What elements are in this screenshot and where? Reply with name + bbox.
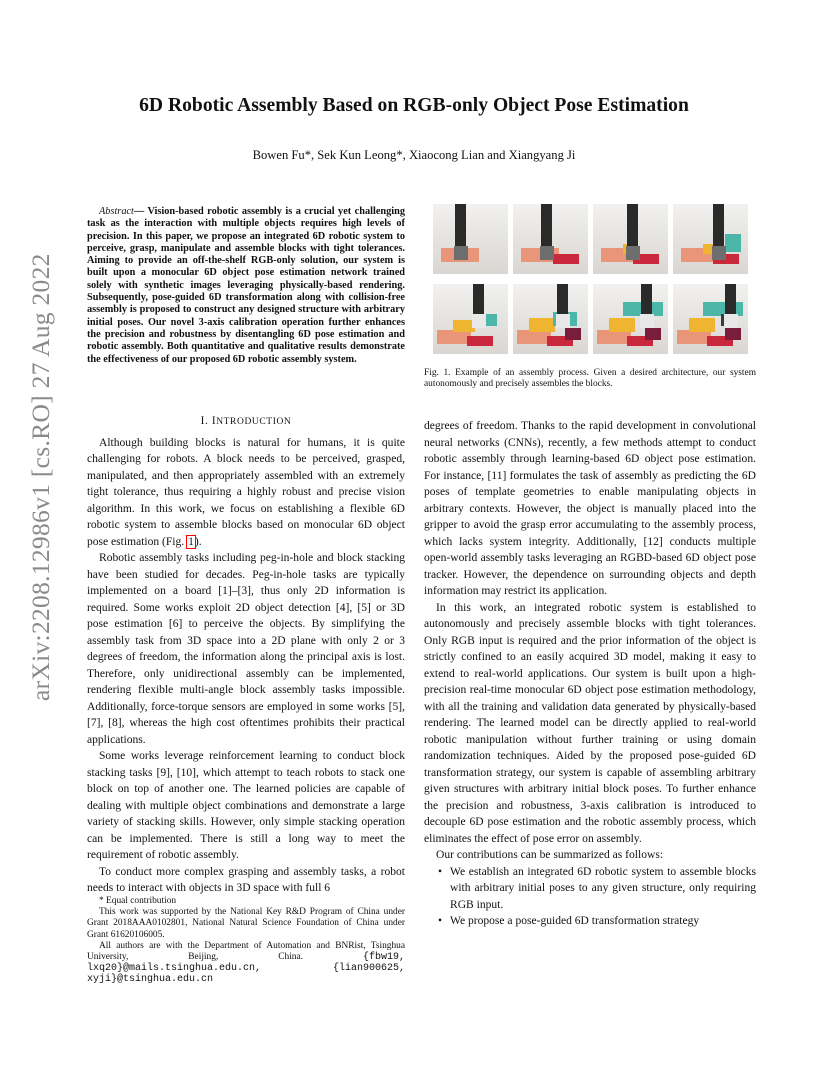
contribution-list [424, 864, 756, 930]
paragraph: degrees of freedom. Thanks to the rapid development in convolutional neural networks (CNNs), recently, a few methods attempt to conduct robotic assembly through learning-based 6D object pose estimation. For instance, [11] formulates the task of assembly as predicting the 6D poses of template geometries to enable manipulating objects in arbitrary contexts. However, the object is manually placed into the gripper to avoid the grasp error accumulating to the assembly process, which lacks system integrity. Additionally, [12] conducts multiple open-world assembly tasks leveraging an RGBD-based 6D object pose tracker. However, the dependence on surrounding objects and depth information may restrict its application. [424, 420, 756, 597]
authors: Bowen Fu*, Sek Kun Leong*, Xiaocong Lian and Xiangyang Ji [252, 148, 576, 162]
footnotes [87, 896, 405, 986]
block [467, 336, 493, 346]
block [725, 234, 741, 252]
list-item: • We propose a pose-guided 6D transformation strategy [424, 913, 756, 930]
block [609, 318, 635, 332]
abstract-dash: — [133, 206, 148, 217]
assembly-photo [673, 204, 748, 274]
robot-gripper [627, 204, 638, 248]
assembly-photo [433, 284, 508, 354]
left-column [87, 413, 405, 897]
robot-gripper [455, 204, 466, 248]
robot-gripper [713, 204, 724, 248]
footnote-funding: This work was supported by the National Key R&D Program of China under Grant 2018AAA0102801, National Natural Science Foundation of China under Grant 61620106005. [87, 907, 405, 940]
figure-assembly-process [433, 204, 748, 354]
held-block [472, 314, 486, 328]
held-block [540, 246, 554, 260]
block [529, 318, 555, 332]
paragraph: Some works leverage reinforcement learning to conduct block stacking tasks [9], [10], which attempt to teach robots to stack one block on top of another one. The learned policies are capable of dealing with multiple object combinations and demonstrate a large variety of stacking skills. However, only simple stacking operation can be implemented. There is still a long way to meet the requirement of robotic assembly. [87, 750, 405, 861]
block [553, 254, 579, 264]
assembly-photo [433, 204, 508, 274]
robot-gripper [725, 284, 736, 316]
assembly-photo [513, 204, 588, 274]
assembly-photo [593, 284, 668, 354]
footnote-emails: {fbw19, lxq20}@mails.tsinghua.edu.cn, {lian900625, xyji}@tsinghua.edu.cn [87, 952, 405, 986]
block [565, 328, 581, 340]
abstract-text: Vision-based robotic assembly is a crucial yet challenging task as the interaction with multiple objects requires high levels of precision. In this paper, we propose an integrated 6D robotic system to perceive, grasp, manipulate and assemble blocks with tight tolerances. Aiming to provide an off-the-shelf RGB-only solution, our system is built upon a monocular 6D object pose estimation network trained solely with synthetic images leveraging physically-based rendering. Subsequently, pose-guided 6D transformation along with collision-free assembly is proposed to construct any designed structure with arbitrary initial poses. Our novel 3-axis calibration operation further enhances the precision and robustness by disentangling 6D pose estimation and robotic assembly. Both quantitative and qualitative results demonstrate the effectiveness of our proposed 6D robotic assembly system. [87, 206, 405, 365]
held-block [626, 246, 640, 260]
robot-gripper [473, 284, 484, 316]
block [645, 328, 661, 340]
arxiv-watermark: arXiv:2208.12986v1 [cs.RO] 27 Aug 2022 [26, 253, 55, 701]
paragraph: Although building blocks is natural for humans, it is quite challenging for robots. A block needs to be perceived, grasped, manipulated, and then appropriately assembled with an extremely tight tolerance, thus requiring a highly robust and precise vision algorithm. In this work, we focus on establishing a flexible 6D robotic system to assemble blocks based on monocular 6D object pose estimation (Fig. 1). [87, 436, 405, 548]
right-column [424, 418, 756, 930]
held-block [454, 246, 468, 260]
held-block [724, 314, 738, 328]
paper-title: 6D Robotic Assembly Based on RGB-only Object Pose Estimation [139, 95, 689, 116]
figure-caption: Fig. 1. Example of an assembly process. Given a desired architecture, our system autonomously and precisely assembles the blocks. [424, 368, 756, 390]
paragraph: To conduct more complex grasping and assembly tasks, a robot needs to interact with objects in 3D space with full 6 [87, 865, 405, 894]
robot-gripper [541, 204, 552, 248]
abstract [87, 206, 405, 366]
list-item: • We establish an integrated 6D robotic system to assemble blocks with arbitrary initial poses to any given structure, only requiring RGB input. [424, 864, 756, 914]
block [725, 328, 741, 340]
held-block [712, 246, 726, 260]
paragraph: Robotic assembly tasks including peg-in-hole and block stacking have been studied for decades. Peg-in-hole tasks are typically implemented on a board [1]–[3], thus only 2D information is required. Some works exploit 2D object detection [4], [5] or 3D pose estimation [6] to perceive the objects. By simplifying the assembly task from 3D space into a 2D plane with only 2 or 3 degrees of freedom, the information along the principal axis is lost. Therefore, only unidirectional assembly can be implemented, rendering flexible multi-angle block assembly tasks impossible. Additionally, force-torque sensors are employed in some works [5], [7], [8], whereas the high cost oftentimes prohibits their practical applications. [87, 552, 405, 746]
footnote-equal: * Equal contribution [99, 896, 177, 906]
block [517, 330, 551, 344]
block [677, 330, 711, 344]
block [437, 330, 471, 344]
held-block [640, 314, 654, 328]
held-block [556, 314, 570, 328]
block [597, 330, 631, 344]
assembly-photo [673, 284, 748, 354]
figure-ref-link[interactable]: 1 [188, 535, 194, 548]
paragraph: In this work, an integrated robotic system is established to autonomously and precisely assemble blocks with tight tolerances. Only RGB input is required and the prior information of the object is strictly confined to an easily acquired 3D model, making it easy to extend to real-world applications. Our system is built upon a high-precision real-time monocular 6D object pose estimation methodology, with all the training and validation data generated by physically-based rendering. The learned model can be directly applied to real-world robotic manipulation without further training or using domain randomization techniques. Aided by the proposed pose-guided 6D transformation strategy, our system is capable of assembling arbitrary given structures with arbitrary initial block poses. To further enhance the precision and robustness, 3-axis calibration is introduced to decouple 6D pose estimation and the robotic assembly process, which eliminates the effect of pose error on assembly. [424, 601, 756, 845]
section-heading: I. INTRODUCTION [200, 415, 292, 427]
paragraph: Our contributions can be summarized as follows: [436, 849, 664, 861]
assembly-photo [513, 284, 588, 354]
block [689, 318, 715, 332]
robot-gripper [557, 284, 568, 316]
footnote-affiliation: All authors are with the Department of Automation and BNRist, Tsinghua University, Beijing, China. {fbw19, lxq20}@mails.tsinghua.edu.cn, {lian900625, xyji}@tsinghua.edu.cn [87, 940, 405, 986]
robot-gripper [641, 284, 652, 316]
abstract-label: Abstract [99, 206, 134, 217]
assembly-photo [593, 204, 668, 274]
